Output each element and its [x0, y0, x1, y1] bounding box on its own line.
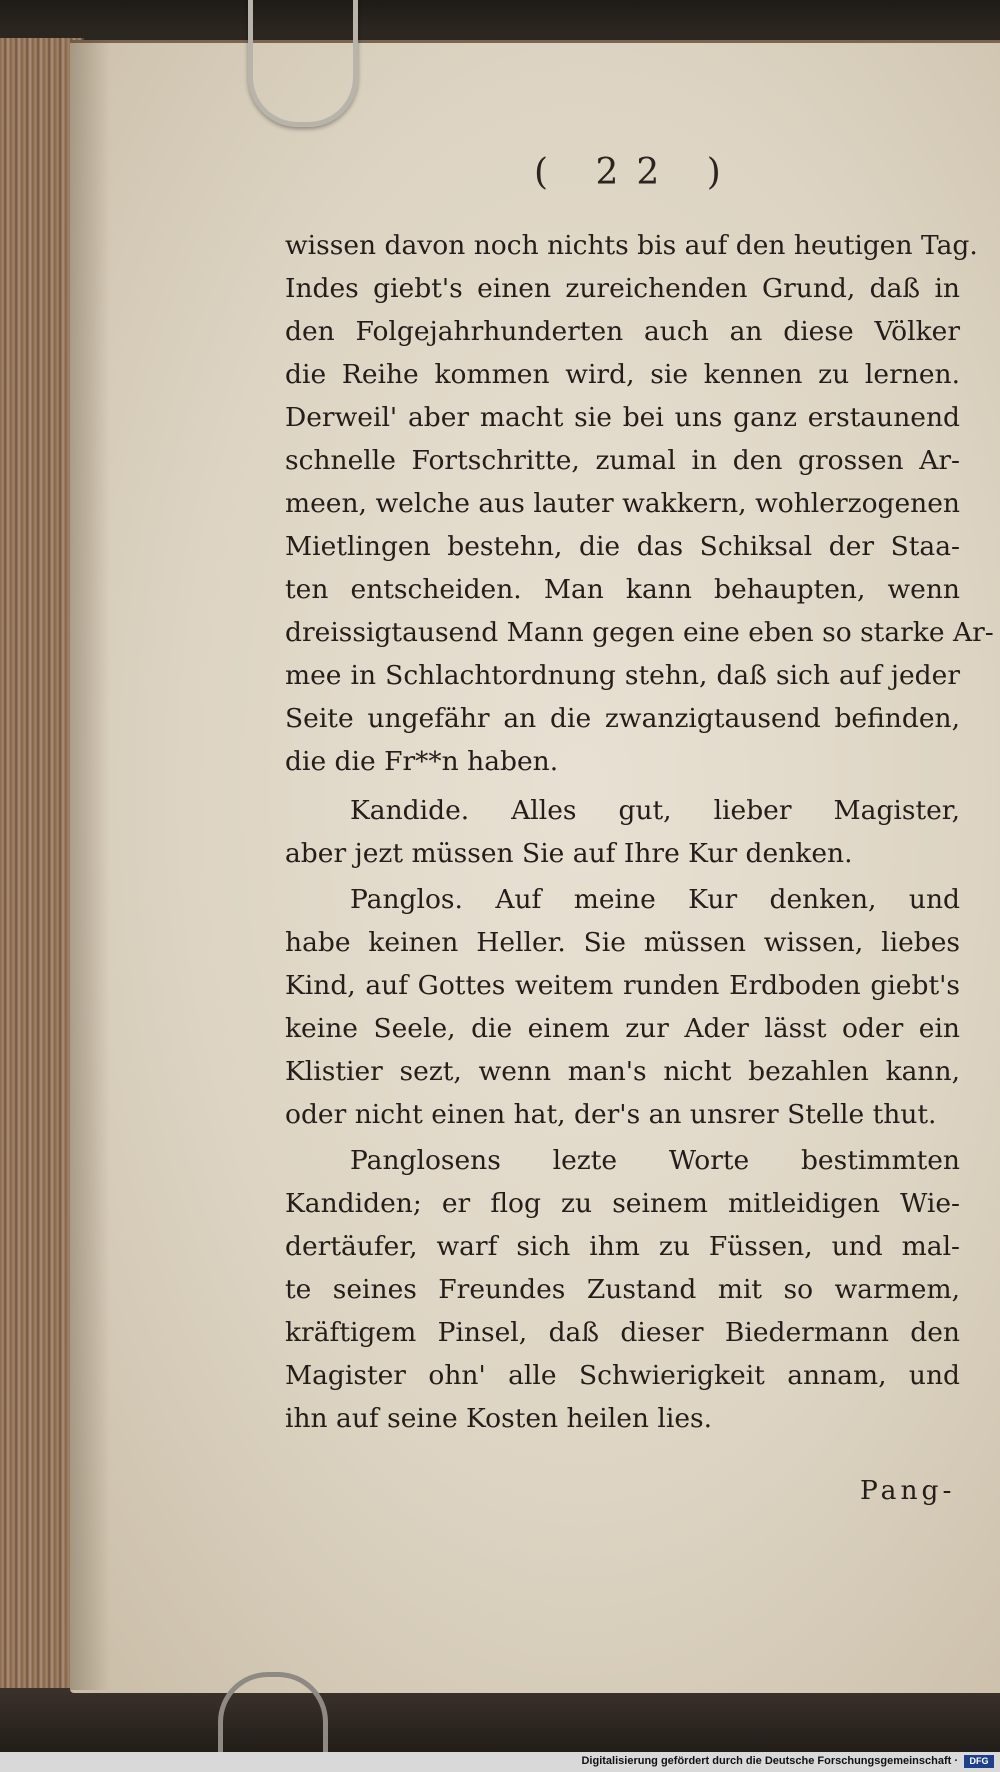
text-line: aber jezt müssen Sie auf Ihre Kur denken.	[285, 838, 853, 869]
text-line: kräftigem Pinsel, daß dieser Biedermann den	[285, 1317, 960, 1348]
text-line: oder nicht einen hat, der's an unsrer Stelle thut.	[285, 1099, 937, 1130]
text-line: keine Seele, die einem zur Ader lässt oder ein	[285, 1013, 960, 1044]
text-line: Derweil' aber macht sie bei uns ganz erstaunend	[285, 402, 960, 433]
funding-credit: Digitalisierung gefördert durch die Deutsche Forschungsgemeinschaft ·	[581, 1755, 958, 1767]
text-line: Indes giebt's einen zureichenden Grund, daß in	[285, 273, 960, 304]
text-line: Kandiden; er flog zu seinem mitleidigen Wie-	[285, 1188, 960, 1219]
text-line: habe keinen Heller. Sie müssen wissen, liebes	[285, 927, 960, 958]
text-line: Kind, auf Gottes weitem runden Erdboden giebt's	[285, 970, 960, 1001]
text-line: mee in Schlachtordnung stehn, daß sich auf jeder	[285, 660, 960, 691]
page-gutter-shadow	[70, 40, 110, 1690]
text-line: ten entscheiden. Man kann behaupten, wenn	[285, 574, 960, 605]
text-line: schnelle Fortschritte, zumal in den grossen Ar-	[285, 445, 960, 476]
text-line: Mietlingen bestehn, die das Schiksal der Staa-	[285, 531, 960, 562]
catchword: Pang-	[860, 1475, 956, 1506]
text-line: ihn auf seine Kosten heilen lies.	[285, 1403, 713, 1434]
page-number: ( 22 )	[534, 152, 739, 193]
text-line: dertäufer, warf sich ihm zu Füssen, und mal-	[285, 1231, 960, 1262]
digitization-footer	[0, 1752, 1000, 1772]
text-line: Kandide. Alles gut, lieber Magister,	[350, 795, 960, 826]
text-line: Magister ohn' alle Schwierigkeit annam, und	[285, 1360, 960, 1391]
text-line: meen, welche aus lauter wakkern, wohlerzogenen	[285, 488, 960, 519]
text-line: Seite ungefähr an die zwanzigtausend befinden,	[285, 703, 960, 734]
dfg-logo: DFG	[964, 1755, 994, 1768]
text-line: Klistier sezt, wenn man's nicht bezahlen kann,	[285, 1056, 960, 1087]
text-line: Panglos. Auf meine Kur denken, und	[350, 884, 960, 915]
text-line: dreissigtausend Mann gegen eine eben so starke Ar-	[285, 617, 994, 648]
text-line: wissen davon noch nichts bis auf den heutigen Tag.	[285, 230, 978, 261]
text-line: die Reihe kommen wird, sie kennen zu lernen.	[285, 359, 960, 390]
text-line: die die Fr**n haben.	[285, 746, 559, 777]
top-page-clip	[248, 0, 358, 127]
text-line: te seines Freundes Zustand mit so warmem,	[285, 1274, 960, 1305]
text-line: den Folgejahrhunderten auch an diese Völker	[285, 316, 960, 347]
text-line: Panglosens lezte Worte bestimmten	[350, 1145, 960, 1176]
